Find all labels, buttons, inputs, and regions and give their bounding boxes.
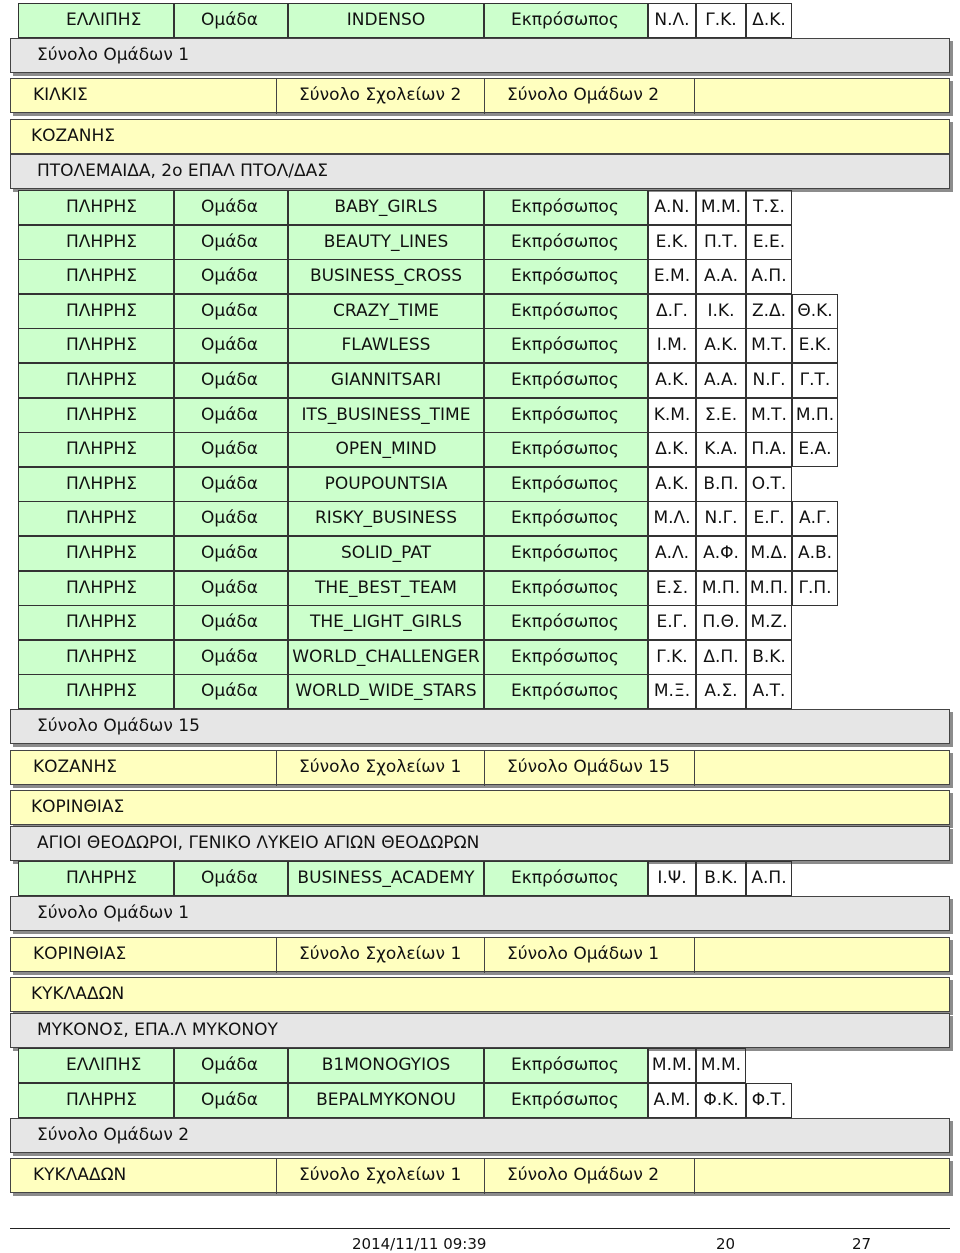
- footer-timestamp: 2014/11/11 09:39: [352, 1235, 487, 1253]
- team-total: Σύνολο Ομάδων 1: [10, 896, 950, 931]
- member-initials-cell: Κ.Μ.: [648, 398, 696, 433]
- team-name-cell: BUSINESS_ACADEMY: [288, 861, 484, 896]
- team-name-cell: BEPALMYKONOU: [288, 1083, 484, 1118]
- member-initials-cell: Α.Γ.: [792, 501, 838, 536]
- team-status-cell: ΠΛΗΡΗΣ: [18, 398, 174, 433]
- team-rep-cell: Εκπρόσωπος: [484, 467, 648, 502]
- member-initials-cell: Μ.Δ.: [746, 536, 792, 571]
- member-initials-cell: Α.Λ.: [648, 536, 696, 571]
- member-initials-cell: Θ.Κ.: [792, 294, 838, 329]
- team-rep-cell: Εκπρόσωπος: [484, 640, 648, 675]
- member-initials-cell: Γ.Τ.: [792, 363, 838, 398]
- member-initials-cell: Φ.Τ.: [746, 1083, 792, 1118]
- team-team-cell: Ομάδα: [174, 605, 288, 640]
- summary-school-count: Σύνολο Σχολείων 1: [277, 751, 485, 786]
- summary-school-count: Σύνολο Σχολείων 2: [277, 79, 485, 114]
- team-total: Σύνολο Ομάδων 15: [10, 709, 950, 744]
- member-initials-cell: Α.Β.: [792, 536, 838, 571]
- summary-school-count: Σύνολο Σχολείων 1: [277, 938, 485, 973]
- team-name-cell: FLAWLESS: [288, 328, 484, 363]
- team-name-cell: WORLD_CHALLENGER: [288, 640, 484, 675]
- member-initials-cell: Α.Κ.: [696, 328, 746, 363]
- team-rep-cell: Εκπρόσωπος: [484, 674, 648, 709]
- member-initials-cell: Δ.Κ.: [648, 432, 696, 467]
- member-initials-cell: Α.Κ.: [648, 363, 696, 398]
- team-name-cell: GIANNITSARI: [288, 363, 484, 398]
- team-status-cell: ΠΛΗΡΗΣ: [18, 432, 174, 467]
- team-team-cell: Ομάδα: [174, 294, 288, 329]
- prefecture-summary: [10, 750, 950, 785]
- member-initials-cell: Μ.Π.: [792, 398, 838, 433]
- member-initials-cell: Μ.Ζ.: [746, 605, 792, 640]
- team-status-cell: ΠΛΗΡΗΣ: [18, 259, 174, 294]
- team-team-cell: Ομάδα: [174, 1083, 288, 1118]
- member-initials-cell: Π.Α.: [746, 432, 792, 467]
- team-status-cell: ΠΛΗΡΗΣ: [18, 640, 174, 675]
- member-initials-cell: Α.Π.: [746, 861, 792, 896]
- member-initials-cell: Ι.Κ.: [696, 294, 746, 329]
- member-initials-cell: Α.Α.: [696, 259, 746, 294]
- team-team-cell: Ομάδα: [174, 259, 288, 294]
- member-initials-cell: Ε.Ε.: [746, 225, 792, 260]
- school-header: ΑΓΙΟΙ ΘΕΟΔΩΡΟΙ, ΓΕΝΙΚΟ ΛΥΚΕΙΟ ΑΓΙΩΝ ΘΕΟΔΩΡΩΝ: [10, 826, 950, 861]
- team-name-cell: CRAZY_TIME: [288, 294, 484, 329]
- team-team-cell: Ομάδα: [174, 501, 288, 536]
- member-initials-cell: Κ.Α.: [696, 432, 746, 467]
- member-initials-cell: Α.Μ.: [648, 1083, 696, 1118]
- summary-team-count: Σύνολο Ομάδων 1: [485, 938, 695, 973]
- team-team-cell: Ομάδα: [174, 861, 288, 896]
- team-team-cell: Ομάδα: [174, 1048, 288, 1083]
- member-initials-cell: Ε.Κ.: [648, 225, 696, 260]
- prefecture-summary: [10, 1158, 950, 1193]
- team-total: Σύνολο Ομάδων 2: [10, 1118, 950, 1153]
- member-initials-cell: Π.Θ.: [696, 605, 746, 640]
- team-status-cell: ΠΛΗΡΗΣ: [18, 225, 174, 260]
- member-initials-cell: Α.Κ.: [648, 467, 696, 502]
- team-status-cell: ΠΛΗΡΗΣ: [18, 1083, 174, 1118]
- team-status-cell: ΠΛΗΡΗΣ: [18, 571, 174, 606]
- member-initials-cell: Ι.Ψ.: [648, 861, 696, 896]
- team-rep-cell: Εκπρόσωπος: [484, 328, 648, 363]
- team-name-cell: INDENSO: [288, 3, 484, 38]
- team-team-cell: Ομάδα: [174, 571, 288, 606]
- team-team-cell: Ομάδα: [174, 328, 288, 363]
- footer-page-number: 20: [716, 1235, 736, 1253]
- team-name-cell: THE_BEST_TEAM: [288, 571, 484, 606]
- team-rep-cell: Εκπρόσωπος: [484, 190, 648, 225]
- member-initials-cell: Μ.Ξ.: [648, 674, 696, 709]
- team-rep-cell: Εκπρόσωπος: [484, 432, 648, 467]
- member-initials-cell: Τ.Σ.: [746, 190, 792, 225]
- member-initials-cell: Γ.Κ.: [696, 3, 746, 38]
- team-status-cell: ΠΛΗΡΗΣ: [18, 190, 174, 225]
- prefecture-header: ΚΟΖΑΝΗΣ: [10, 119, 950, 154]
- member-initials-cell: Ε.Μ.: [648, 259, 696, 294]
- member-initials-cell: Β.Π.: [696, 467, 746, 502]
- member-initials-cell: Δ.Γ.: [648, 294, 696, 329]
- team-status-cell: ΠΛΗΡΗΣ: [18, 674, 174, 709]
- team-total: Σύνολο Ομάδων 1: [10, 38, 950, 73]
- summary-team-count: Σύνολο Ομάδων 2: [485, 1159, 695, 1194]
- team-status-cell: ΠΛΗΡΗΣ: [18, 328, 174, 363]
- member-initials-cell: Ν.Γ.: [696, 501, 746, 536]
- team-rep-cell: Εκπρόσωπος: [484, 605, 648, 640]
- member-initials-cell: Γ.Π.: [792, 571, 838, 606]
- school-header: ΠΤΟΛΕΜΑΙΔΑ, 2ο ΕΠΑΛ ΠΤΟΛ/ΔΑΣ: [10, 154, 950, 189]
- summary-prefecture-name: ΚΙΛΚΙΣ: [11, 79, 277, 114]
- member-initials-cell: Ε.Κ.: [792, 328, 838, 363]
- member-initials-cell: Μ.Μ.: [696, 190, 746, 225]
- member-initials-cell: Ε.Γ.: [746, 501, 792, 536]
- team-name-cell: B1MONOGYIOS: [288, 1048, 484, 1083]
- member-initials-cell: Β.Κ.: [696, 861, 746, 896]
- member-initials-cell: Μ.Π.: [696, 571, 746, 606]
- member-initials-cell: Ε.Γ.: [648, 605, 696, 640]
- team-team-cell: Ομάδα: [174, 190, 288, 225]
- team-rep-cell: Εκπρόσωπος: [484, 1048, 648, 1083]
- member-initials-cell: Μ.Μ.: [696, 1048, 746, 1083]
- team-rep-cell: Εκπρόσωπος: [484, 225, 648, 260]
- team-rep-cell: Εκπρόσωπος: [484, 571, 648, 606]
- team-name-cell: SOLID_PAT: [288, 536, 484, 571]
- team-team-cell: Ομάδα: [174, 363, 288, 398]
- team-team-cell: Ομάδα: [174, 536, 288, 571]
- team-team-cell: Ομάδα: [174, 225, 288, 260]
- summary-prefecture-name: ΚΥΚΛΑΔΩΝ: [11, 1159, 277, 1194]
- team-name-cell: BUSINESS_CROSS: [288, 259, 484, 294]
- member-initials-cell: Ι.Μ.: [648, 328, 696, 363]
- team-name-cell: RISKY_BUSINESS: [288, 501, 484, 536]
- team-team-cell: Ομάδα: [174, 398, 288, 433]
- team-rep-cell: Εκπρόσωπος: [484, 294, 648, 329]
- member-initials-cell: Μ.Λ.: [648, 501, 696, 536]
- school-header: ΜΥΚΟΝΟΣ, ΕΠΑ.Λ ΜΥΚΟΝΟΥ: [10, 1013, 950, 1048]
- summary-prefecture-name: ΚΟΖΑΝΗΣ: [11, 751, 277, 786]
- member-initials-cell: Μ.Τ.: [746, 398, 792, 433]
- member-initials-cell: Μ.Π.: [746, 571, 792, 606]
- member-initials-cell: Φ.Κ.: [696, 1083, 746, 1118]
- team-rep-cell: Εκπρόσωπος: [484, 1083, 648, 1118]
- team-status-cell: ΠΛΗΡΗΣ: [18, 861, 174, 896]
- summary-prefecture-name: ΚΟΡΙΝΘΙΑΣ: [11, 938, 277, 973]
- member-initials-cell: Ν.Λ.: [648, 3, 696, 38]
- summary-team-count: Σύνολο Ομάδων 15: [485, 751, 695, 786]
- team-status-cell: ΠΛΗΡΗΣ: [18, 605, 174, 640]
- team-status-cell: ΕΛΛΙΠΗΣ: [18, 1048, 174, 1083]
- team-rep-cell: Εκπρόσωπος: [484, 259, 648, 294]
- team-team-cell: Ομάδα: [174, 640, 288, 675]
- team-name-cell: BABY_GIRLS: [288, 190, 484, 225]
- footer-divider: [10, 1228, 950, 1229]
- member-initials-cell: Α.Ν.: [648, 190, 696, 225]
- team-status-cell: ΠΛΗΡΗΣ: [18, 363, 174, 398]
- prefecture-summary: [10, 937, 950, 972]
- team-rep-cell: Εκπρόσωπος: [484, 3, 648, 38]
- team-name-cell: POUPOUNTSIA: [288, 467, 484, 502]
- team-status-cell: ΠΛΗΡΗΣ: [18, 294, 174, 329]
- prefecture-summary: [10, 78, 950, 113]
- prefecture-header: ΚΟΡΙΝΘΙΑΣ: [10, 790, 950, 825]
- team-rep-cell: Εκπρόσωπος: [484, 363, 648, 398]
- member-initials-cell: Δ.Κ.: [746, 3, 792, 38]
- team-rep-cell: Εκπρόσωπος: [484, 861, 648, 896]
- member-initials-cell: Ζ.Δ.: [746, 294, 792, 329]
- footer-total-pages: 27: [852, 1235, 872, 1253]
- team-status-cell: ΠΛΗΡΗΣ: [18, 501, 174, 536]
- summary-team-count: Σύνολο Ομάδων 2: [485, 79, 695, 114]
- member-initials-cell: Μ.Τ.: [746, 328, 792, 363]
- team-status-cell: ΕΛΛΙΠΗΣ: [18, 3, 174, 38]
- member-initials-cell: Μ.Μ.: [648, 1048, 696, 1083]
- summary-school-count: Σύνολο Σχολείων 1: [277, 1159, 485, 1194]
- member-initials-cell: Ν.Γ.: [746, 363, 792, 398]
- member-initials-cell: Ε.Α.: [792, 432, 838, 467]
- team-rep-cell: Εκπρόσωπος: [484, 536, 648, 571]
- member-initials-cell: Α.Φ.: [696, 536, 746, 571]
- team-name-cell: BEAUTY_LINES: [288, 225, 484, 260]
- member-initials-cell: Δ.Π.: [696, 640, 746, 675]
- member-initials-cell: Α.Σ.: [696, 674, 746, 709]
- member-initials-cell: Β.Κ.: [746, 640, 792, 675]
- member-initials-cell: Π.Τ.: [696, 225, 746, 260]
- team-name-cell: WORLD_WIDE_STARS: [288, 674, 484, 709]
- member-initials-cell: Ε.Σ.: [648, 571, 696, 606]
- member-initials-cell: Α.Π.: [746, 259, 792, 294]
- team-team-cell: Ομάδα: [174, 467, 288, 502]
- member-initials-cell: Α.Τ.: [746, 674, 792, 709]
- team-rep-cell: Εκπρόσωπος: [484, 398, 648, 433]
- team-name-cell: ITS_BUSINESS_TIME: [288, 398, 484, 433]
- team-name-cell: OPEN_MIND: [288, 432, 484, 467]
- team-team-cell: Ομάδα: [174, 432, 288, 467]
- member-initials-cell: Ο.Τ.: [746, 467, 792, 502]
- team-rep-cell: Εκπρόσωπος: [484, 501, 648, 536]
- member-initials-cell: Σ.Ε.: [696, 398, 746, 433]
- team-status-cell: ΠΛΗΡΗΣ: [18, 467, 174, 502]
- member-initials-cell: Α.Α.: [696, 363, 746, 398]
- team-status-cell: ΠΛΗΡΗΣ: [18, 536, 174, 571]
- team-name-cell: THE_LIGHT_GIRLS: [288, 605, 484, 640]
- prefecture-header: ΚΥΚΛΑΔΩΝ: [10, 977, 950, 1012]
- team-team-cell: Ομάδα: [174, 674, 288, 709]
- member-initials-cell: Γ.Κ.: [648, 640, 696, 675]
- team-team-cell: Ομάδα: [174, 3, 288, 38]
